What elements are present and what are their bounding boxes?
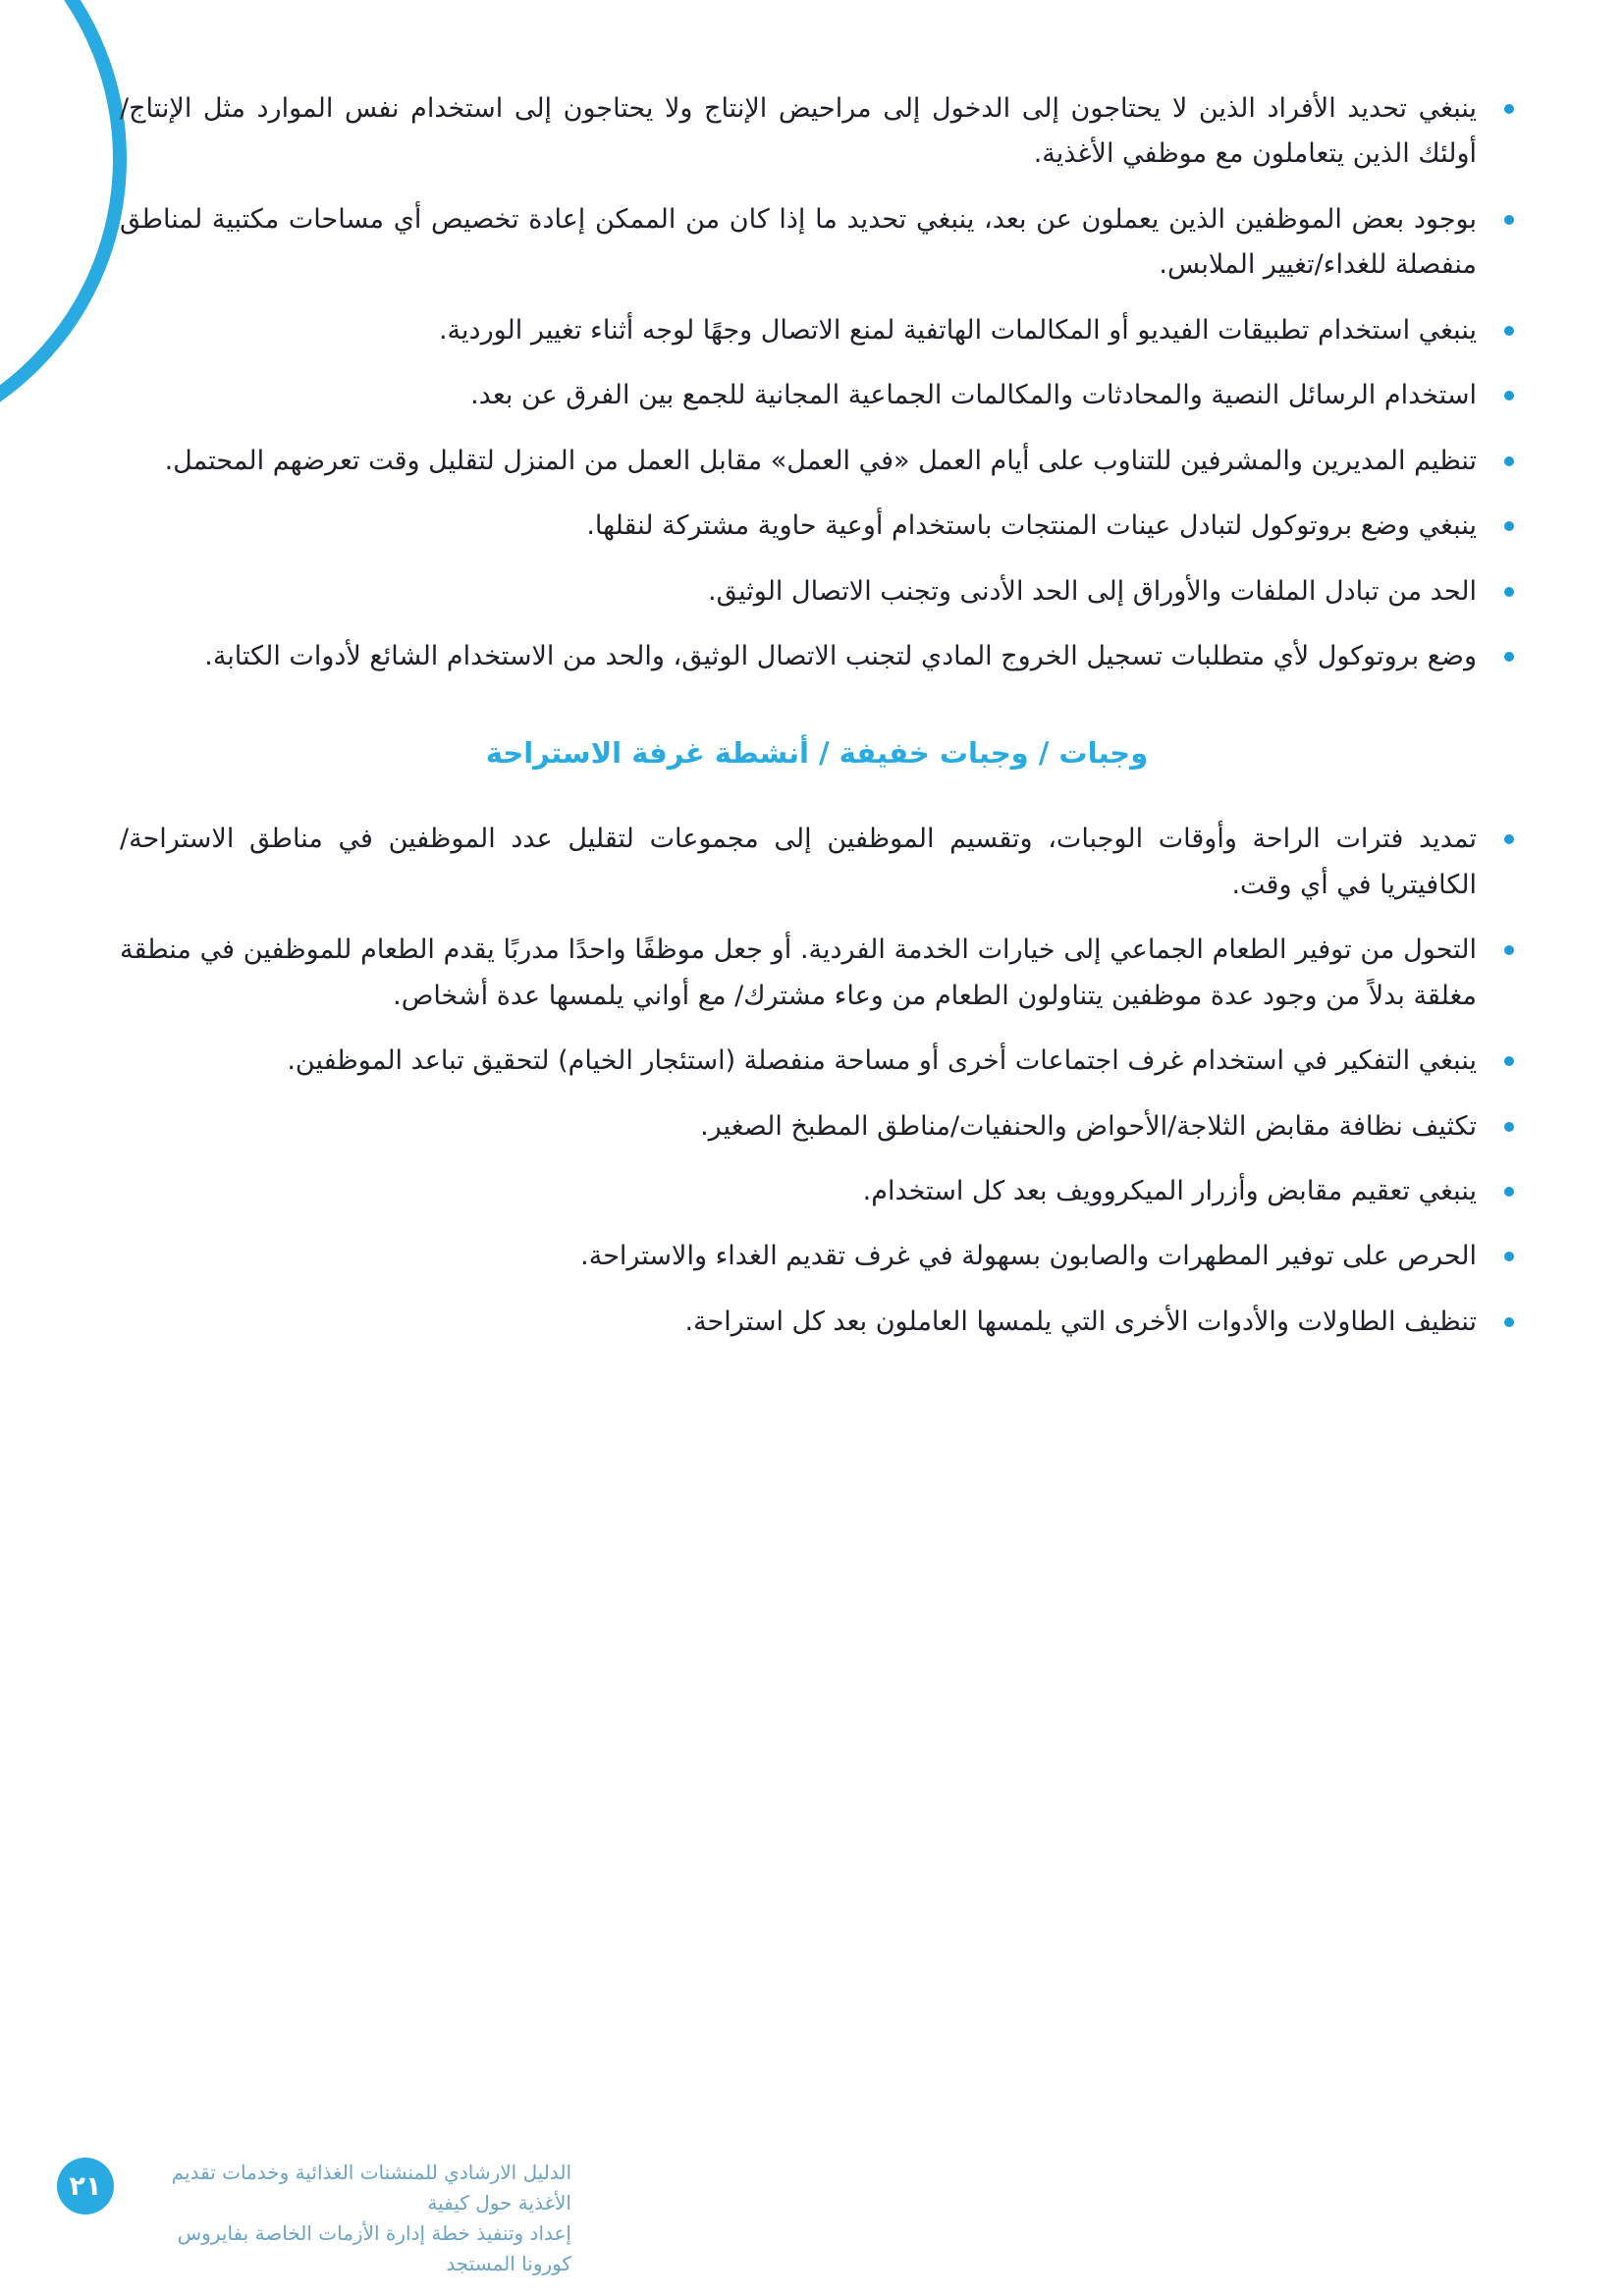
page-number-badge: ٢١	[57, 2158, 114, 2215]
bullet-text: الحرص على توفير المطهرات والصابون بسهولة في غرف تقديم الغداء والاستراحة.	[580, 1241, 1477, 1272]
bullet-text: ينبغي استخدام تطبيقات الفيديو أو المكالمات الهاتفية لمنع الاتصال وجهًا لوجه أثناء تغيير الوردية.	[438, 314, 1477, 346]
bullet-icon	[1504, 1056, 1514, 1066]
list-item	[120, 504, 1514, 549]
bullet-text: تكثيف نظافة مقابض الثلاجة/الأحواض والحنفيات/مناطق المطبخ الصغير.	[700, 1110, 1477, 1142]
bullet-text: تنظيف الطاولات والأدوات الأخرى التي يلمسها العاملون بعد كل استراحة.	[684, 1306, 1477, 1337]
bullet-icon	[1504, 1187, 1514, 1197]
guidelines-list	[120, 86, 1514, 679]
footer-text	[139, 2158, 571, 2279]
bullet-icon	[1504, 391, 1514, 400]
list-item	[120, 197, 1514, 289]
bullet-text: ينبغي تحديد الأفراد الذين لا يحتاجون إلى الدخول إلى مراحيض الإنتاج ولا يحتاجون إلى استخدام نفس الموارد مثل الإنتاج/أولئك الذين يتعاملون مع موظفي الأغذية.	[120, 93, 1477, 170]
list-item	[120, 1169, 1514, 1214]
bullet-text: ينبغي وضع بروتوكول لتبادل عينات المنتجات باستخدام أوعية حاوية مشتركة لنقلها.	[586, 510, 1477, 542]
list-item	[120, 634, 1514, 679]
page-content	[120, 86, 1514, 1364]
bullet-icon	[1504, 215, 1514, 225]
breakroom-list	[120, 817, 1514, 1345]
footer-line-1: الدليل الارشادي للمنشنات الغذائية وخدمات تقديم الأغذية حول كيفية	[171, 2161, 571, 2215]
footer-line-2: إعداد وتنفيذ خطة إدارة الأزمات الخاصة بفايروس كورونا المستجد	[177, 2221, 571, 2275]
list-item	[120, 569, 1514, 614]
list-item	[120, 1104, 1514, 1149]
bullet-icon	[1504, 326, 1514, 336]
bullet-icon	[1504, 456, 1514, 466]
list-item	[120, 817, 1514, 908]
bullet-icon	[1504, 1122, 1514, 1132]
list-item	[120, 86, 1514, 178]
bullet-text: ينبغي التفكير في استخدام غرف اجتماعات أخرى أو مساحة منفصلة (استئجار الخيام) لتحقيق تباعد الموظفين.	[287, 1045, 1477, 1077]
bullet-text: الحد من تبادل الملفات والأوراق إلى الحد الأدنى وتجنب الاتصال الوثيق.	[708, 575, 1477, 607]
bullet-icon	[1504, 945, 1514, 955]
bullet-icon	[1504, 1252, 1514, 1261]
bullet-text: تنظيم المديرين والمشرفين للتناوب على أيام العمل «في العمل» مقابل العمل من المنزل لتقليل وقت تعرضهم المحتمل.	[164, 445, 1477, 476]
bullet-icon	[1504, 587, 1514, 597]
list-item	[120, 373, 1514, 418]
list-item	[120, 439, 1514, 484]
list-item	[120, 1039, 1514, 1084]
bullet-icon	[1504, 652, 1514, 662]
decorative-arc	[0, 0, 127, 455]
bullet-text: التحول من توفير الطعام الجماعي إلى خيارات الخدمة الفردية. أو جعل موظفًا واحدًا مدربًا يقدم الطعام للموظفين في منطقة مغلقة بدلاً من وجود عدة موظفين يتناولون الطعام من وعاء مشترك/ مع أواني يلمسها عدة أشخاص.	[120, 934, 1477, 1011]
bullet-text: استخدام الرسائل النصية والمحادثات والمكالمات الجماعية المجانية للجمع بين الفرق عن بعد.	[470, 380, 1477, 411]
bullet-text: ينبغي تعقيم مقابض وأزرار الميكروويف بعد كل استخدام.	[862, 1176, 1477, 1206]
list-item	[120, 1234, 1514, 1279]
bullet-icon	[1504, 1317, 1514, 1327]
list-item	[120, 1300, 1514, 1345]
bullet-text: وضع بروتوكول لأي متطلبات تسجيل الخروج المادي لتجنب الاتصال الوثيق، والحد من الاستخدام الشائع لأدوات الكتابة.	[204, 640, 1477, 671]
bullet-text: بوجود بعض الموظفين الذين يعملون عن بعد، ينبغي تحديد ما إذا كان من الممكن إعادة تخصيص أي مساحات مكتبية لمناطق منفصلة للغداء/تغيير الملابس.	[120, 203, 1477, 281]
section-heading: وجبات / وجبات خفيفة / أنشطة غرفة الاستراحة	[485, 736, 1149, 771]
list-item	[120, 928, 1514, 1019]
list-item	[120, 308, 1514, 353]
bullet-icon	[1504, 834, 1514, 844]
bullet-text: تمديد فترات الراحة وأوقات الوجبات، وتقسيم الموظفين إلى مجموعات لتقليل عدد الموظفين في مناطق الاستراحة/ الكافيتريا في أي وقت.	[120, 824, 1477, 900]
bullet-icon	[1504, 521, 1514, 531]
bullet-icon	[1504, 104, 1514, 114]
